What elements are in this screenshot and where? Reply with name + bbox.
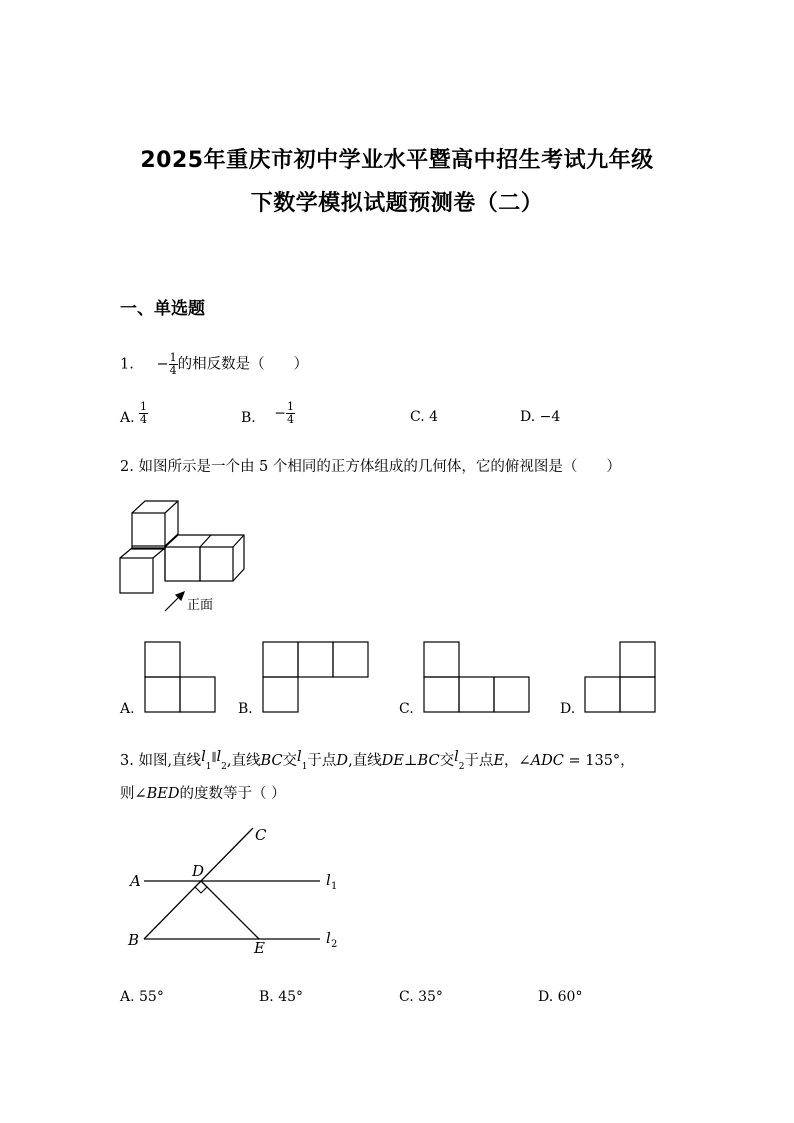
question-3-line2 xyxy=(120,782,286,803)
question-3-line1 xyxy=(120,749,635,772)
q1-option-b-den: 4 xyxy=(286,413,294,426)
q1-option-a-fraction xyxy=(139,401,148,426)
back-cube xyxy=(132,546,165,549)
q1-option-a-num: 1 xyxy=(140,400,148,413)
q3-e: E xyxy=(493,753,505,769)
q1-option-b-num: 1 xyxy=(286,400,294,413)
q3-l1-b-sub: 1 xyxy=(301,761,308,772)
q3-l2-b-sub: 2 xyxy=(458,761,465,772)
label-a: A xyxy=(130,872,141,890)
line-bc xyxy=(144,828,253,939)
q3-l2-b: l xyxy=(454,749,459,765)
q3-bed: BED xyxy=(146,786,180,802)
q3-text-1: 3. 如图,直线 xyxy=(120,753,202,769)
row-cube-2 xyxy=(200,547,233,581)
right-angle-mark xyxy=(195,881,207,893)
q1-number: 1. xyxy=(120,356,134,373)
q3-option-a[interactable]: A. 55° xyxy=(120,989,164,1005)
q1-option-b-fraction xyxy=(286,401,295,426)
q3-text-8: ，∠ xyxy=(504,753,531,769)
top-cube-front xyxy=(132,513,165,546)
label-l2: l xyxy=(326,929,331,947)
q1-option-a-den: 4 xyxy=(140,413,148,426)
q1-fraction xyxy=(169,352,178,377)
q3-d: D xyxy=(336,753,349,769)
front-left-cube-top xyxy=(120,548,165,558)
q3-l1-sub: 1 xyxy=(205,761,212,772)
q1-option-c[interactable]: C. 4 xyxy=(410,409,439,425)
label-b: B xyxy=(128,931,140,949)
q1-minus: − xyxy=(156,356,169,373)
q1-option-a[interactable] xyxy=(120,401,148,426)
q3-text-9: = 135°， xyxy=(563,753,635,769)
q1-stem: 的相反数是（ ） xyxy=(177,356,309,373)
label-d: D xyxy=(192,862,205,880)
q3-text-5: ,直线 xyxy=(348,753,382,769)
label-e: E xyxy=(254,939,265,957)
q1-option-d[interactable]: D. −4 xyxy=(520,409,561,425)
q1-option-b-minus: − xyxy=(274,405,286,422)
q2-option-c[interactable]: C. xyxy=(399,701,414,717)
label-l2-sub: 2 xyxy=(331,939,338,950)
q3-line2-text-1: 则∠ xyxy=(120,786,147,802)
line-de xyxy=(201,881,259,939)
label-c: C xyxy=(255,826,267,844)
q3-bc: BC xyxy=(260,753,283,769)
q1-option-b[interactable] xyxy=(241,401,295,426)
q3-parallel: ∥ xyxy=(211,751,217,764)
q2-option-a-grid xyxy=(145,642,215,712)
top-cube-edge xyxy=(165,501,178,513)
q1-option-a-label: A. xyxy=(120,410,135,426)
label-l1: l xyxy=(326,871,331,889)
q3-adc: ADC xyxy=(530,753,564,769)
row-cube-1 xyxy=(165,547,200,581)
question-1 xyxy=(120,352,308,377)
q3-option-d[interactable]: D. 60° xyxy=(538,989,583,1005)
q3-de: DE xyxy=(381,753,404,769)
q3-l1-b: l xyxy=(297,749,302,765)
q3-option-c[interactable]: C. 35° xyxy=(399,989,443,1005)
section-heading: 一、单选题 xyxy=(120,299,205,319)
front-arrow-head xyxy=(176,592,184,600)
front-left-cube-front xyxy=(120,558,153,593)
q2-option-d[interactable]: D. xyxy=(560,701,576,717)
q1-frac-den: 4 xyxy=(169,364,177,377)
label-l1-sub: 1 xyxy=(331,881,338,892)
q3-text-6: 交 xyxy=(439,753,455,769)
q3-bc2: BC xyxy=(417,753,440,769)
q3-text-3: 交 xyxy=(282,753,298,769)
q2-option-d-grid xyxy=(585,642,655,712)
q2-option-b[interactable]: B. xyxy=(238,701,253,717)
q3-text-4: 于点 xyxy=(307,753,337,769)
q3-l1: l xyxy=(201,749,206,765)
q3-l2: l xyxy=(216,749,222,765)
top-cube-edges xyxy=(132,501,178,546)
q1-option-b-label: B. xyxy=(241,410,256,426)
page-title-line2: 下数学模拟试题预测卷（二） xyxy=(250,191,544,216)
q3-text-7: 于点 xyxy=(464,753,494,769)
q3-line2-text-2: 的度数等于（ ） xyxy=(179,786,286,802)
q3-option-b[interactable]: B. 45° xyxy=(259,989,304,1005)
q3-l2-sub: 2 xyxy=(221,761,227,772)
row-cube-divider xyxy=(200,535,211,547)
front-label: 正面 xyxy=(187,598,214,613)
question-2: 2. 如图所示是一个由 5 个相同的正方体组成的几何体，它的俯视图是（ ） xyxy=(120,459,621,475)
q2-option-b-grid xyxy=(263,642,368,712)
row-cube-edge xyxy=(233,535,244,547)
q3-perp: ⊥ xyxy=(403,753,418,769)
q3-text-2: ,直线 xyxy=(226,753,261,769)
front-arrow xyxy=(165,592,184,611)
q2-option-c-grid xyxy=(424,642,529,712)
page-title-line1: 2025年重庆市初中学业水平暨高中招生考试九年级 xyxy=(140,148,654,173)
row-cubes-top-right xyxy=(165,535,244,581)
q2-option-a[interactable]: A. xyxy=(120,701,135,717)
q1-frac-num: 1 xyxy=(169,351,177,364)
